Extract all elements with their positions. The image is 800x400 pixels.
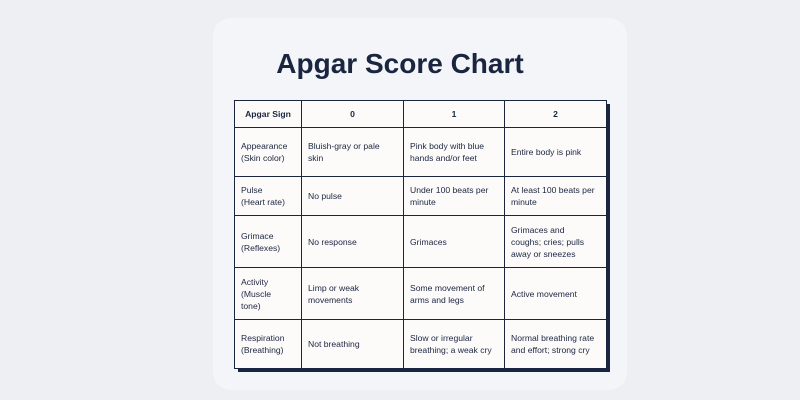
score-1-text: Some movement of arms and legs <box>410 282 485 305</box>
score-2-text: Entire body is pink <box>511 147 582 157</box>
sign-cell <box>235 320 302 369</box>
score-0-text: Bluish-gray or pale skin <box>308 141 380 163</box>
header-score-0: 0 <box>302 101 404 128</box>
apgar-table-container <box>234 100 606 368</box>
score-0-cell <box>302 177 404 216</box>
sign-label: Pulse (Heart rate) <box>241 185 285 207</box>
score-2-text: Active movement <box>511 288 577 299</box>
score-1-text: Pink body with blue hands and/or feet <box>410 141 485 163</box>
score-1-cell <box>404 320 505 369</box>
score-0-text: Not breathing <box>308 339 360 349</box>
score-1-cell <box>404 128 505 177</box>
score-1-text: Slow or irregular breathing; a weak cry <box>410 333 492 355</box>
sign-cell <box>235 128 302 177</box>
header-score-1: 1 <box>404 101 505 128</box>
apgar-score-table <box>234 100 607 369</box>
score-2-cell <box>505 216 607 268</box>
score-1-cell <box>404 216 505 268</box>
sign-cell <box>235 216 302 268</box>
header-apgar-sign: Apgar Sign <box>235 101 302 128</box>
table-row-grimace <box>235 216 607 268</box>
score-2-text: At least 100 beats per minute <box>511 185 595 207</box>
score-0-cell <box>302 216 404 268</box>
page-title: Apgar Score Chart <box>276 48 524 79</box>
score-1-cell <box>404 177 505 216</box>
score-1-cell <box>404 268 505 320</box>
score-2-cell <box>505 268 607 320</box>
score-0-cell <box>302 128 404 177</box>
score-1-text: Grimaces <box>410 236 447 247</box>
score-0-text: No pulse <box>308 191 342 201</box>
score-2-text: Normal breathing rate and effort; strong cry <box>511 333 595 355</box>
score-0-cell <box>302 320 404 369</box>
sign-label: Activity (Muscle tone) <box>241 276 272 311</box>
table-row-respiration <box>235 320 607 369</box>
score-0-cell <box>302 268 404 320</box>
header-score-2: 2 <box>505 101 607 128</box>
sign-cell <box>235 268 302 320</box>
table-row-appearance <box>235 128 607 177</box>
score-0-text: Limp or weak movements <box>308 282 360 305</box>
table-row-pulse <box>235 177 607 216</box>
score-2-cell <box>505 128 607 177</box>
table-header-row <box>235 101 607 128</box>
sign-label: Respiration (Breathing) <box>241 333 285 355</box>
score-2-cell <box>505 320 607 369</box>
sign-cell <box>235 177 302 216</box>
sign-label: Grimace (Reflexes) <box>241 230 281 253</box>
score-1-text: Under 100 beats per minute <box>410 185 489 207</box>
score-0-text: No response <box>308 236 357 247</box>
table-row-activity <box>235 268 607 320</box>
score-2-text: Grimaces and coughs; cries; pulls away or sneezes <box>511 224 585 259</box>
sign-label: Appearance (Skin color) <box>241 141 288 163</box>
score-2-cell <box>505 177 607 216</box>
